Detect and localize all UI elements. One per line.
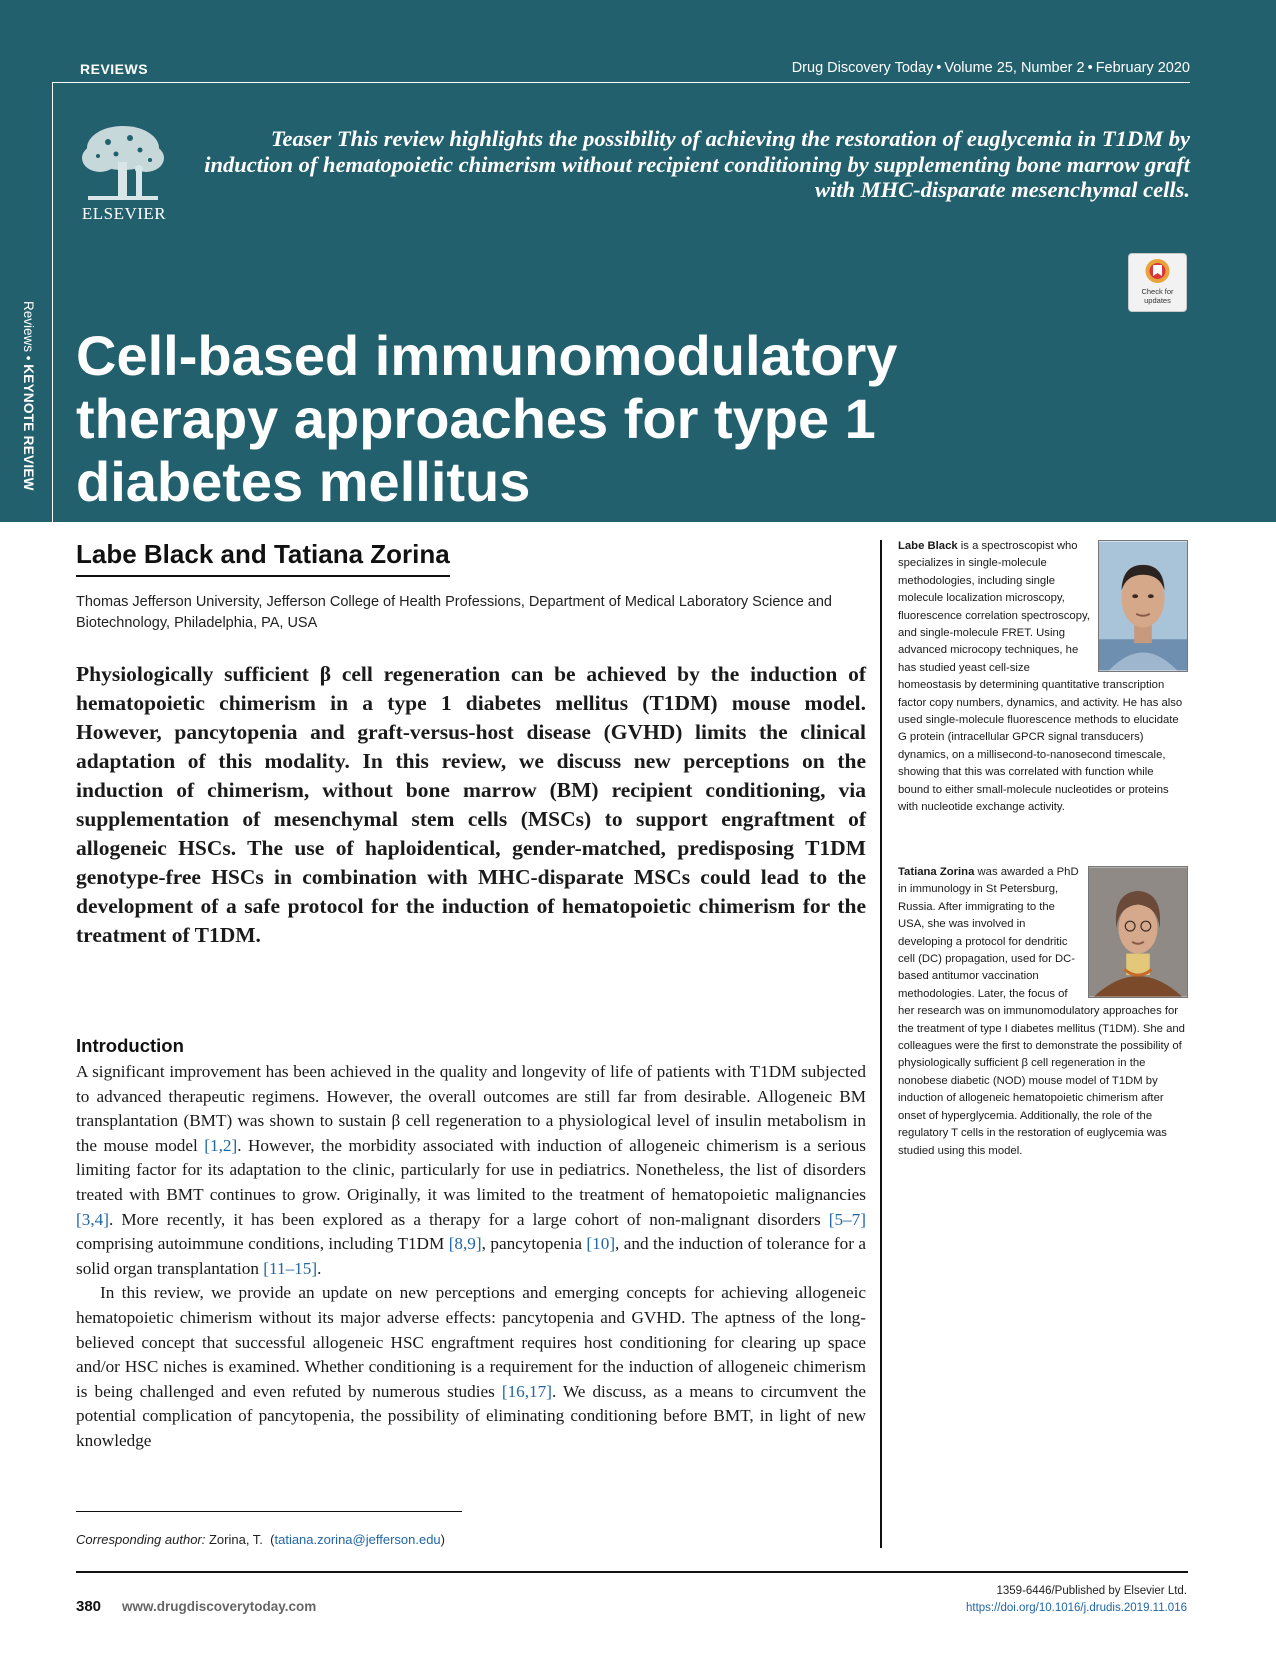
intro-heading: Introduction [76, 1035, 184, 1056]
text-run: . We discuss, as a means to circumvent the potential complication of pancytopenia, the possibility of eliminating conditioning before BMT, in light of new knowledge [76, 1381, 867, 1450]
section-label: REVIEWS [80, 61, 149, 77]
intro-paragraph-1 [76, 1060, 866, 1281]
issn-line: 1359-6446/Published by Elsevier Ltd. [996, 1585, 1187, 1597]
page-number: 380 [76, 1598, 102, 1615]
doi-link[interactable]: https://doi.org/10.1016/j.drudis.2019.11.016 [965, 1602, 1187, 1614]
author-photo-black [1098, 540, 1188, 672]
citation-link[interactable]: [10] [586, 1234, 616, 1254]
check-updates-icon [1129, 254, 1186, 288]
author-bio-black [898, 538, 1188, 817]
vertical-label-sep: • [21, 352, 36, 365]
check-updates-label: Check for updates [1141, 287, 1174, 305]
citation-link[interactable]: [16,17] [501, 1381, 552, 1401]
authors: Labe Black and Tatiana Zorina [76, 539, 450, 577]
bio-text: is a spectroscopist who specializes in single-molecule methodologies, including single molecule localization microscopy, fluorescence correlation spectroscopy, and single-molecule FRET. Using advanced microcopy techniques, he has studied yeast cell-size homeostasis by determining quantitative transcription factor copy numbers, dynamics, and activity. He has also used single-molecule fluorescence methods to elucidate G protein (intracellular GPCR signal transducers) dynamics, on a millisecond-to-nanosecond timescale, showing that this was correlated with function while bound to either small-molecule nucleotides or proteins with nucleotide exchange activity. [898, 540, 1183, 814]
citation-link[interactable]: [5–7] [828, 1209, 866, 1229]
author-photo-zorina [1088, 866, 1188, 998]
corresponding-label: Corresponding author: [76, 1532, 206, 1547]
text-run: comprising autoimmune conditions, including T1DM [76, 1234, 449, 1254]
affiliation: Thomas Jefferson University, Jefferson College of Health Professions, Department of Medical Laboratory Science and Biotechnology, Philadelphia, PA, USA [76, 594, 832, 631]
vertical-label-type: KEYNOTE REVIEW [21, 364, 36, 491]
text-run: , pancytopenia [481, 1234, 587, 1254]
citation-link[interactable]: [8,9] [448, 1234, 482, 1254]
side-rule [52, 82, 53, 522]
vertical-section-label [21, 301, 36, 491]
text-run: . [317, 1258, 322, 1278]
teaser: Teaser This review highlights the possibility of achieving the restoration of euglycemia in T1DM by induction of hematopoietic chimerism without recipient conditioning by supplementing bone marrow graft with MHC-disparate mesenchymal cells. [204, 126, 1190, 202]
separator: • [1087, 60, 1093, 76]
vertical-label-section: Reviews [21, 301, 36, 353]
text-run: A significant improvement has been achieved in the quality and longevity of life of patients with T1DM subjected to advanced therapeutic regimens. However, the overall outcomes are still far from desirable. Allogeneic BM transplantation (BMT) was shown to sustain β cell regeneration to a physiological level of insulin metabolism in the mouse model [76, 1062, 866, 1155]
elsevier-wordmark: ELSEVIER [81, 204, 167, 223]
header-rule [52, 82, 1190, 83]
footnote-rule [76, 1511, 462, 1512]
journal-website-link[interactable]: www.drugdiscoverytoday.com [122, 1599, 317, 1614]
abstract: Physiologically sufficient β cell regeneration can be achieved by the induction of hematopoietic chimerism in a type 1 diabetes mellitus (T1DM) mouse model. However, pancytopenia and graft-versus-host disease (GVHD) limits the clinical adaptation of this modality. In this review, we discuss new perceptions on the induction of chimerism, without bone marrow (BM) recipient conditioning, via supplementation of mesenchymal stem cells (MSCs) to support engraftment of allogeneic HSCs. The use of haploidentical, gender-matched, predisposing T1DM genotype-free HSCs in combination with MHC-disparate MSCs could lead to the development of a safe protocol for the induction of hematopoietic chimerism for the treatment of T1DM. [76, 662, 866, 947]
bio-text: was awarded a PhD in immunology in St Petersburg, Russia. After immigrating to the USA, she was involved in developing a protocol for dendritic cell (DC) propagation, used for DC-based antitumor vaccination methodologies. Later, the focus of her research was on immunomodulatory approaches for the treatment of type I diabetes mellitus (T1DM). She and colleagues were the first to demonstrate the possibility of physiologically sufficient β cell regeneration in the nonobese diabetic (NOD) mouse model of T1DM by induction of allogeneic hematopoietic chimerism after onset of hyperglycemia. Additionally, the role of the regulatory T cells in the restoration of euglycemia was studied using this model. [898, 866, 1185, 1157]
separator: • [936, 60, 942, 76]
intro-body [76, 1060, 866, 1454]
check-for-updates-badge[interactable] [1128, 253, 1187, 312]
journal-volume: Volume 25, Number 2 [944, 60, 1085, 76]
bio-name: Labe Black [898, 540, 958, 552]
text-run: , and the induction of tolerance for a solid organ transplantation [76, 1234, 866, 1278]
citation-link[interactable]: [11–15] [263, 1258, 318, 1278]
journal-date: February 2020 [1095, 60, 1190, 76]
citation-link[interactable]: [3,4] [76, 1209, 109, 1229]
author-bio-zorina [898, 864, 1188, 1160]
bio-name: Tatiana Zorina [898, 866, 975, 878]
footer-rule [76, 1571, 1188, 1573]
text-run: In this review, we provide an update on new perceptions and emerging concepts for achieving allogeneic hematopoietic chimerism without its major adverse effects: pancytopenia and GVHD. The aptness of the long-believed concept that successful allogeneic HSC engraftment requires host conditioning for clearing up space and/or HSC niches is examined. Whether conditioning is a requirement for the induction of allogeneic chimerism is being challenged and even refuted by numerous studies [76, 1283, 866, 1401]
column-divider [880, 540, 882, 1548]
article-title: Cell-based immunomodulatory therapy approaches for type 1 diabetes mellitus [76, 324, 898, 513]
text-run: . More recently, it has been explored as a therapy for a large cohort of non-malignant disorders [108, 1209, 829, 1229]
journal-name: Drug Discovery Today [791, 60, 934, 76]
corresponding-name: Zorina, T. [205, 1532, 263, 1547]
text-run: . However, the morbidity associated with induction of allogeneic chimerism is a serious limiting factor for its adaptation to the clinic, particularly for use in pediatrics. Nonetheless, the list of disorders treated with BMT continues to grow. Originally, it was limited to the treatment of hematopoietic malignancies [76, 1135, 866, 1204]
citation-link[interactable]: [1,2] [204, 1135, 238, 1155]
journal-info [792, 60, 1190, 76]
corresponding-email-link[interactable]: tatiana.zorina@jefferson.edu [274, 1532, 441, 1547]
corresponding-author: Corresponding author: Zorina, T. (tatiana.zorina@jefferson.edu) [76, 1532, 446, 1547]
intro-paragraph-2 [76, 1281, 866, 1453]
